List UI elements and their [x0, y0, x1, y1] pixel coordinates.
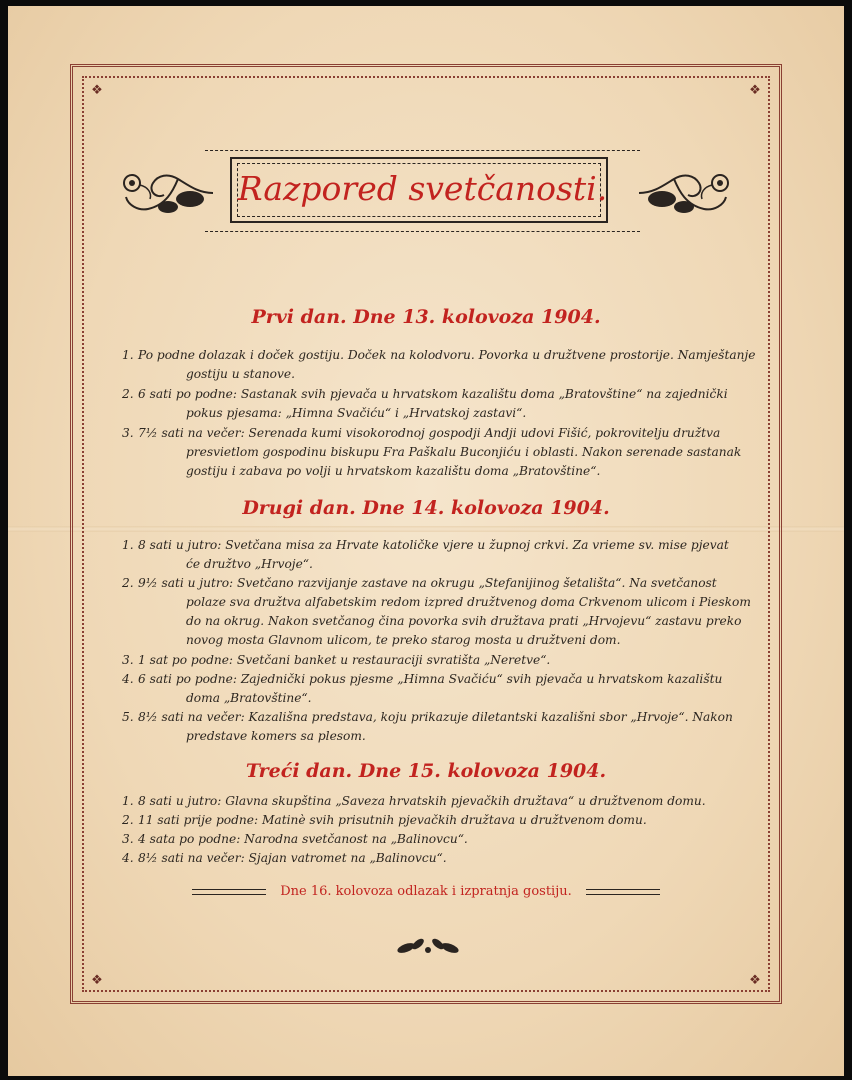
- item-number: 3.: [122, 832, 134, 846]
- item-text-line: 6 sati po podne: Zajednički pokus pjesme „Himna Svačiću“ svih pjevača u hrvatskom kazalištu: [138, 672, 723, 686]
- day-heading: Drugi dan. Dne 14. kolovoza 1904.: [242, 497, 610, 519]
- floral-ornament-left-icon: [118, 165, 218, 221]
- item-text-line: 1 sat po podne: Svetčani banket u restauraciji svratišta „Neretve“.: [138, 653, 551, 667]
- item-number: 4.: [122, 672, 134, 686]
- item-number: 1.: [122, 538, 134, 552]
- item-text-line: gostiju i zabava po volji u hrvatskom kazalištu doma „Bratovštine“.: [186, 464, 601, 478]
- leaf-ornament-icon: [396, 936, 460, 958]
- item-number: 3.: [122, 426, 134, 440]
- item-text-line: Po podne dolazak i doček gostiju. Doček na kolodvoru. Povorka u družtvene prostorije. Namještanje: [138, 348, 756, 362]
- item-text-line: polaze sva družtva alfabetskim redom izpred družtvenog doma Crkvenom ulicom i Pieskom: [186, 595, 751, 609]
- item-text-line: predstave komers sa plesom.: [186, 729, 366, 743]
- item-text-line: 11 sati prije podne: Matinè svih prisutnih pjevačkih družtava u družtvenom domu.: [138, 813, 647, 827]
- day-heading: Treći dan. Dne 15. kolovoza 1904.: [245, 760, 607, 782]
- cartouche-rule: [205, 150, 640, 151]
- item-text-line: 7½ sati na večer: Serenada kumi visokorodnoj gospodji Andji udovi Fišić, pokrovitelju družtva: [138, 426, 721, 440]
- item-number: 5.: [122, 710, 134, 724]
- item-text-line: gostiju u stanove.: [186, 367, 295, 381]
- item-number: 2.: [122, 576, 134, 590]
- item-text-line: doma „Bratovštine“.: [186, 691, 312, 705]
- item-text-line: 8½ sati na večer: Sjajan vatromet na „Balinovcu“.: [138, 851, 447, 865]
- item-text-line: 4 sata po podne: Narodna svetčanost na „Balinovcu“.: [138, 832, 468, 846]
- page-title: Razpored svetčanosti.: [237, 169, 608, 208]
- departure-note: Dne 16. kolovoza odlazak i izpratnja gostiju.: [280, 884, 572, 899]
- item-text-line: pokus pjesama: „Himna Svačiću“ i „Hrvatskoj zastavi“.: [186, 406, 527, 420]
- corner-ornament-icon: ❖: [91, 83, 103, 98]
- day-heading: Prvi dan. Dne 13. kolovoza 1904.: [251, 306, 601, 328]
- item-number: 1.: [122, 794, 134, 808]
- item-text-line: 9½ sati u jutro: Svetčano razvijanje zastave na okrugu „Stefanijinog šetališta“. Na svetčanost: [138, 576, 717, 590]
- corner-ornament-icon: ❖: [749, 83, 761, 98]
- corner-ornament-icon: ❖: [91, 973, 103, 988]
- item-text-line: 6 sati po podne: Sastanak svih pjevača u hrvatskom kazalištu doma „Bratovštine“ na zajednički: [138, 387, 728, 401]
- item-text-line: presvietlom gospodinu biskupu Fra Paškalu Buconjiću i oblasti. Nakon serenade sastanak: [186, 445, 742, 459]
- item-number: 2.: [122, 813, 134, 827]
- item-text-line: 8 sati u jutro: Svetčana misa za Hrvate katoličke vjere u župnoj crkvi. Za vrieme sv. mise pjevat: [138, 538, 729, 552]
- item-text-line: do na okrug. Nakon svetčanog čina povorka svih družtava prati „Hrvojevu“ zastavu preko: [186, 614, 742, 628]
- item-number: 2.: [122, 387, 134, 401]
- item-text-line: novog mosta Glavnom ulicom, te preko starog mosta u družtveni dom.: [186, 633, 621, 647]
- item-text-line: će družtvo „Hrvoje“.: [186, 557, 313, 571]
- item-text-line: 8 sati u jutro: Glavna skupština „Saveza hrvatskih pjevačkih družtava“ u družtvenom domu.: [138, 794, 706, 808]
- corner-ornament-icon: ❖: [749, 973, 761, 988]
- cartouche-rule: [205, 231, 640, 232]
- item-number: 1.: [122, 348, 134, 362]
- item-number: 4.: [122, 851, 134, 865]
- floral-ornament-right-icon: [634, 165, 734, 221]
- item-number: 3.: [122, 653, 134, 667]
- title-cartouche: [205, 145, 640, 237]
- item-text-line: 8½ sati na večer: Kazališna predstava, koju prikazuje diletantski kazališni sbor „Hrvoje“. Nakon: [138, 710, 733, 724]
